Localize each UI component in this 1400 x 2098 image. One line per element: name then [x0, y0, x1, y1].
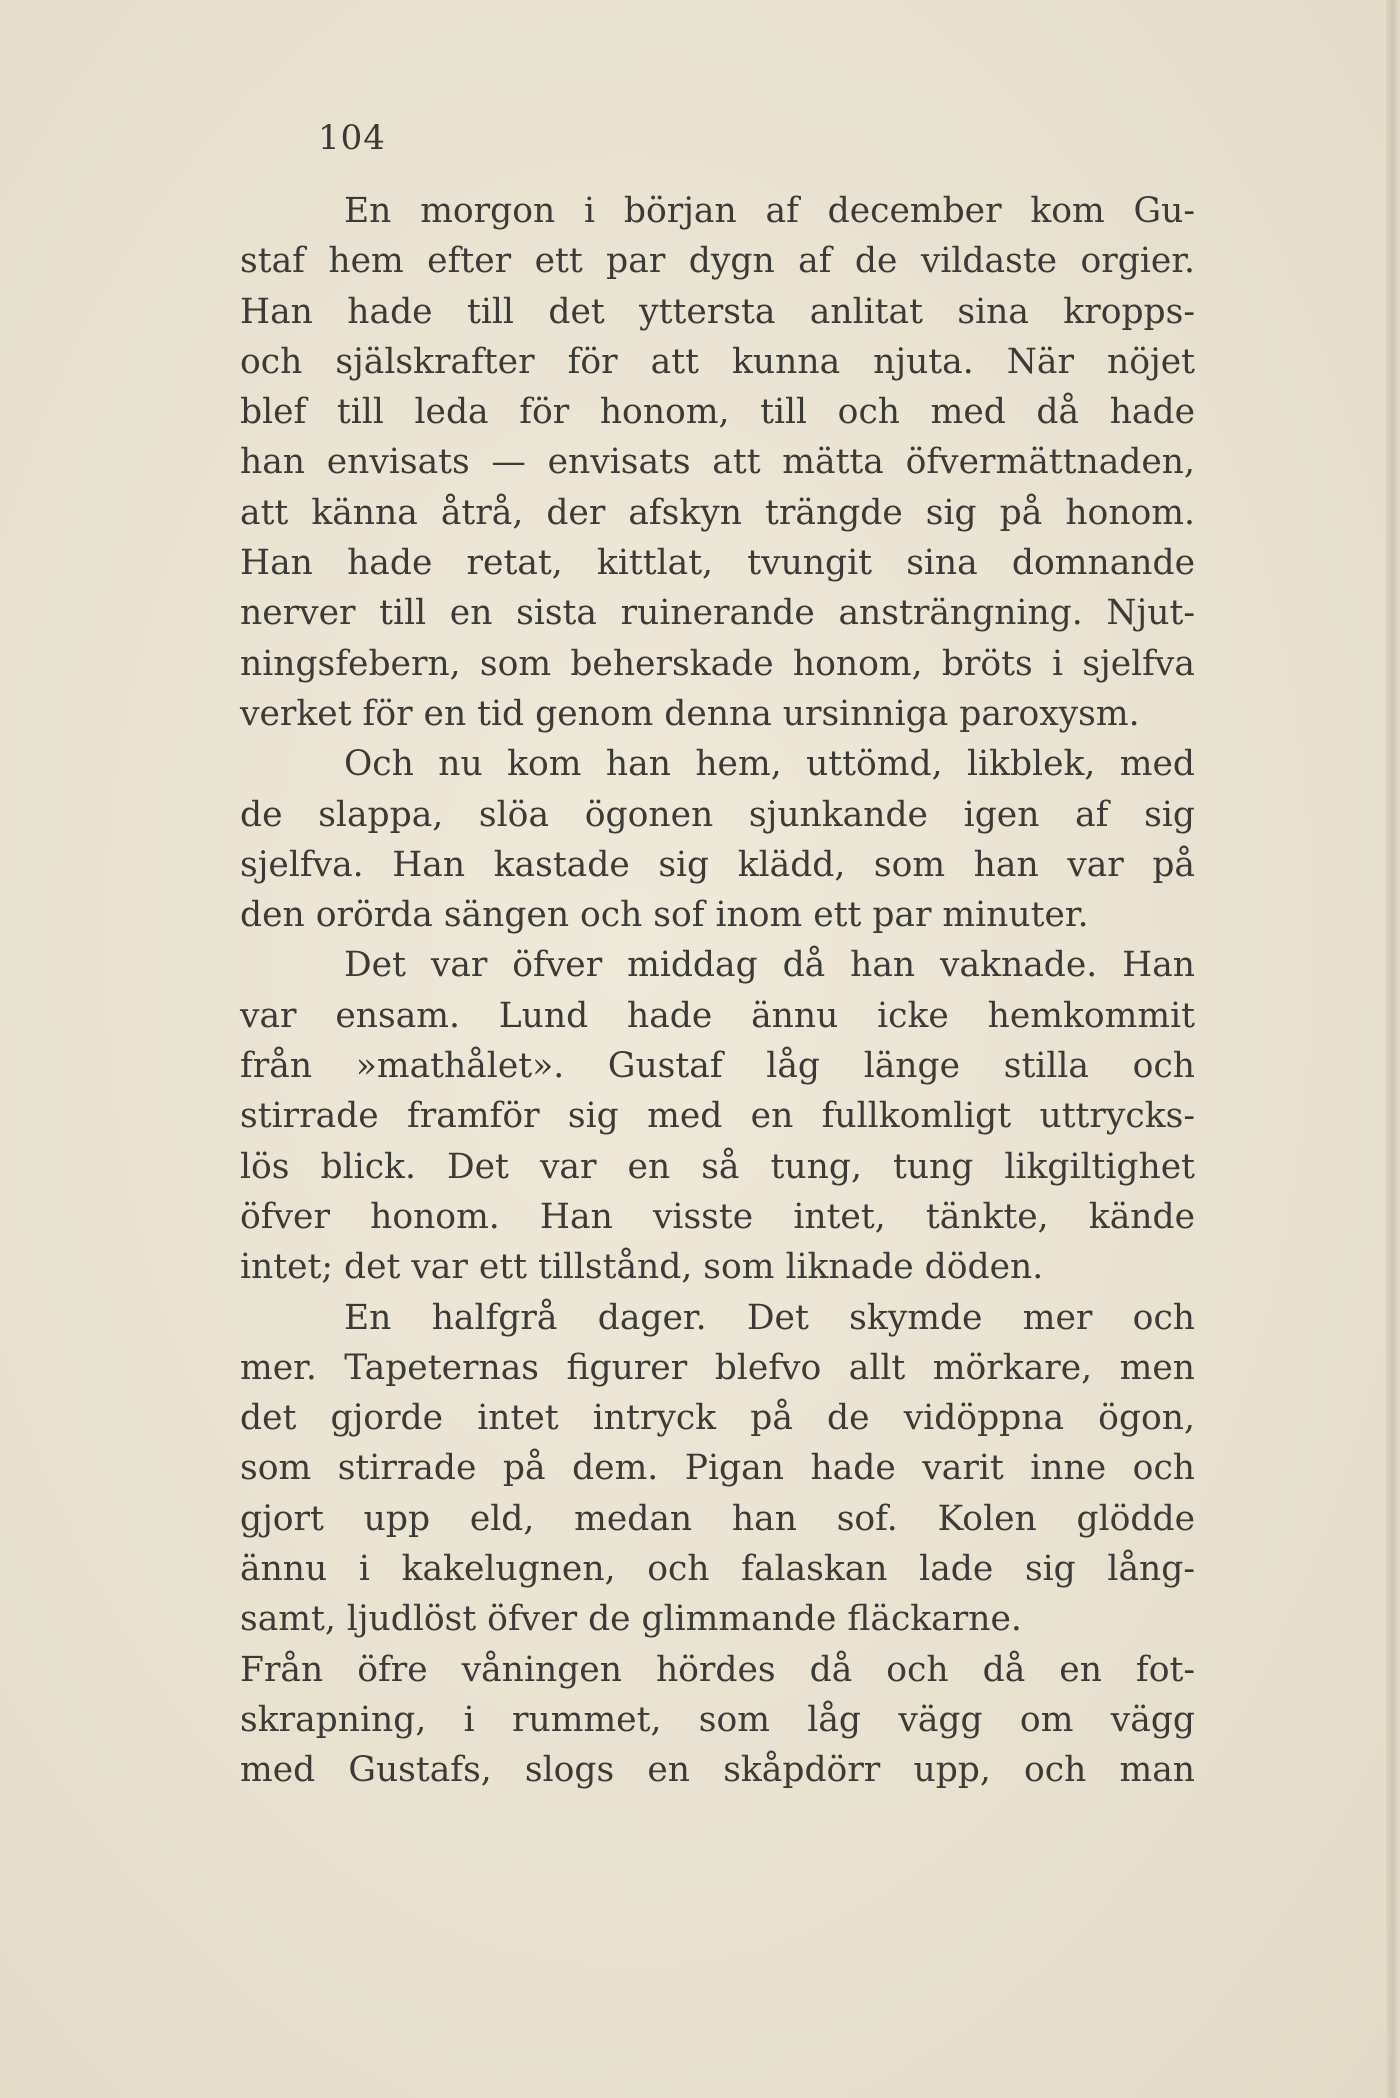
text-line: verket för en tid genom denna ursinniga paroxysm. — [240, 693, 1140, 734]
text-line: som stirrade på dem. Pigan hade varit inne och — [240, 1448, 1195, 1489]
text-line: stirrade framför sig med en fullkomligt uttrycks- — [240, 1096, 1195, 1137]
text-line: med Gustafs, slogs en skåpdörr upp, och man — [240, 1750, 1195, 1791]
text-line: skrapning, i rummet, som låg vägg om vägg — [240, 1699, 1195, 1740]
text-line: från »mathålet». Gustaf låg länge stilla och — [240, 1046, 1195, 1087]
text-line: gjort upp eld, medan han sof. Kolen glödde — [240, 1498, 1195, 1539]
text-line: En halfgrå dager. Det skymde mer och — [344, 1297, 1195, 1338]
text-line: staf hem efter ett par dygn af de vildaste orgier. — [240, 241, 1195, 282]
text-line: det gjorde intet intryck på de vidöppna ögon, — [240, 1398, 1195, 1439]
text-line: var ensam. Lund hade ännu icke hemkommit — [240, 995, 1195, 1036]
text-line: intet; det var ett tillstånd, som liknade döden. — [240, 1247, 1044, 1288]
text-line: han envisats — envisats att mätta öfvermättnaden, — [240, 442, 1195, 483]
text-line: att känna åtrå, der afskyn trängde sig på honom. — [240, 492, 1195, 533]
text-line: Från öfre våningen hördes då och då en fot- — [240, 1649, 1195, 1690]
text-line: Han hade retat, kittlat, tvungit sina domnande — [240, 543, 1195, 584]
page-number: 104 — [318, 118, 386, 158]
text-line: de slappa, slöa ögonen sjunkande igen af sig — [240, 794, 1195, 835]
body-text — [240, 186, 1195, 1796]
text-line: ningsfebern, som beherskade honom, bröts i sjelfva — [240, 643, 1195, 684]
text-line: Han hade till det yttersta anlitat sina kropps- — [240, 291, 1195, 332]
text-line: den orörda sängen och sof inom ett par minuter. — [240, 895, 1089, 936]
text-line: En morgon i början af december kom Gu- — [344, 191, 1195, 231]
text-line: Det var öfver middag då han vaknade. Han — [344, 945, 1195, 986]
text-line: lös blick. Det var en så tung, tung likgiltighet — [240, 1146, 1195, 1187]
text-line: nerver till en sista ruinerande ansträngning. Njut- — [240, 593, 1195, 634]
text-line: samt, ljudlöst öfver de glimmande fläckarne. — [240, 1599, 1022, 1640]
text-line: ännu i kakelugnen, och falaskan lade sig lång- — [240, 1549, 1195, 1590]
text-line: Och nu kom han hem, uttömd, likblek, med — [344, 744, 1195, 785]
text-line: blef till leda för honom, till och med då hade — [240, 392, 1195, 433]
text-line: öfver honom. Han visste intet, tänkte, kände — [240, 1196, 1195, 1237]
text-line: sjelfva. Han kastade sig klädd, som han var på — [240, 844, 1195, 885]
text-line: mer. Tapeternas figurer blefvo allt mörkare, men — [240, 1347, 1195, 1388]
page-edge — [1386, 0, 1400, 2098]
text-line: och själskrafter för att kunna njuta. När nöjet — [240, 341, 1195, 382]
